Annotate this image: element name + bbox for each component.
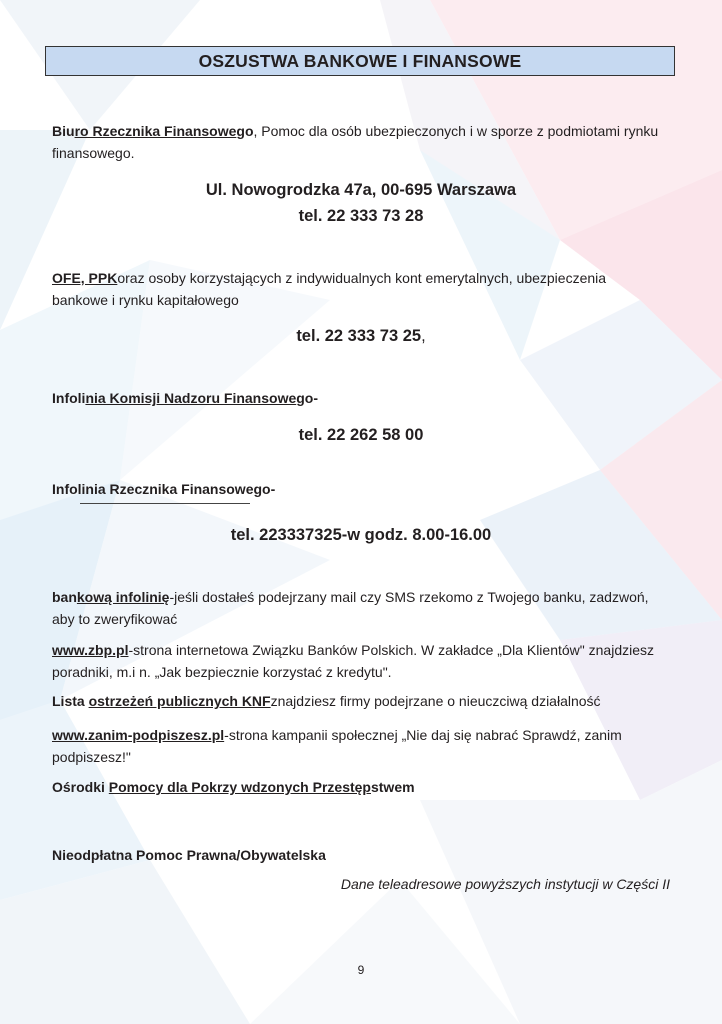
osrodki-link[interactable]: Pomocy dla Pokrzy wdzonych Przestęp: [108, 779, 371, 795]
page-title: OSZUSTWA BANKOWE I FINANSOWE: [45, 46, 675, 76]
biuro-phone: tel. 22 333 73 28: [298, 207, 424, 225]
knf-paragraph: Infolinia Komisji Nadzoru Finansowego-: [52, 390, 319, 406]
ofe-phone: tel. 22 333 73 25,: [296, 327, 426, 345]
zanim-paragraph: www.zanim-podpiszesz.pl-strona kampanii społecznej „Nie daj się nabrać Sprawdź, zanim podpiszesz!": [52, 727, 622, 765]
divider: [80, 503, 250, 504]
biuro-paragraph: Biuro Rzecznika Finansowego, Pomoc dla osób ubezpieczonych i w sporze z podmiotami rynku finansowego.: [52, 123, 659, 161]
lista-paragraph: Lista ostrzeżeń publicznych KNFznajdziesz firmy podejrzane o nieuczciwą działalność: [52, 693, 601, 709]
rf-title: Infolinia Rzecznika Finansowego-: [52, 481, 276, 497]
knf-link[interactable]: nia Komisji Nadzoru Finansowe: [85, 390, 297, 406]
knf-phone: tel. 22 262 58 00: [298, 426, 424, 444]
ofe-paragraph: OFE, PPKoraz osoby korzystających z indywidualnych kont emerytalnych, ubezpieczenia bankowe i rynku kapitałowego: [52, 270, 607, 308]
bank-paragraph: bankową infolinię-jeśli dostałeś podejrzany mail czy SMS rzekomo z Twojego banku, zadzwoń, aby to zweryfikować: [52, 589, 649, 627]
biuro-link[interactable]: ro Rzecznika Finansowe: [74, 123, 237, 139]
lista-link[interactable]: ostrzeżeń publicznych KNF: [88, 693, 271, 709]
footer-note: Dane teleadresowe powyższych instytucji w Części II: [340, 876, 670, 892]
osrodki-paragraph: Ośrodki Pomocy dla Pokrzy wdzonych Przestępstwem: [52, 779, 415, 795]
ofe-link[interactable]: OFE, PPK: [52, 270, 118, 286]
biuro-address: Ul. Nowogrodzka 47a, 00-695 Warszawa: [205, 181, 517, 199]
rf-phone: tel. 223337325-w godz. 8.00-16.00: [230, 526, 492, 544]
bank-link[interactable]: kową infolinię: [76, 589, 170, 605]
zbp-link[interactable]: www.zbp.pl: [52, 642, 129, 658]
npp-title: Nieodpłatna Pomoc Prawna/Obywatelska: [52, 847, 326, 863]
page-number: 9: [357, 963, 365, 977]
zbp-paragraph: www.zbp.pl-strona internetowa Związku Banków Polskich. W zakładce „Dla Klientów" znajdziesz poradniki, m.i n. „Jak bezpiecznie korzystać z kredytu".: [52, 642, 655, 680]
zanim-link[interactable]: www.zanim-podpiszesz.pl: [52, 727, 225, 743]
